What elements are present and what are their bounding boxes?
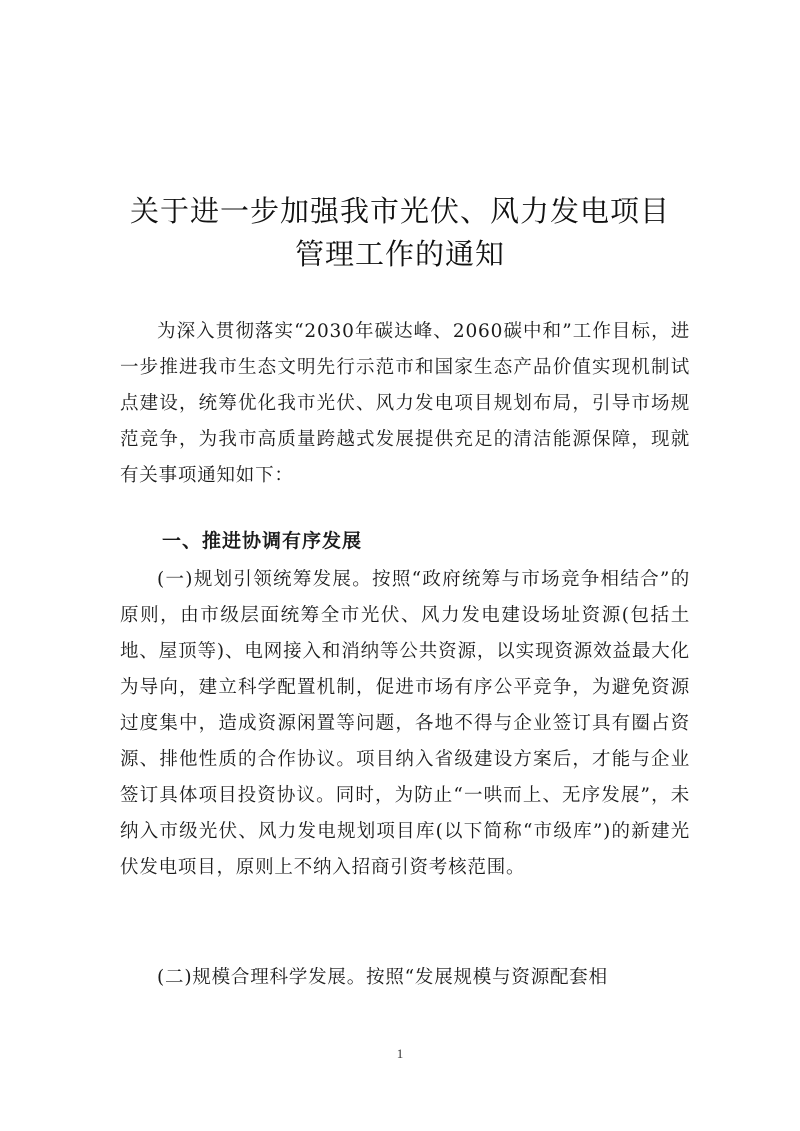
item-1-paragraph: [120, 562, 690, 886]
document-title-line-1: 关于进一步加强我市光伏、风力发电项目: [129, 194, 670, 228]
page-number: 1: [396, 1046, 404, 1061]
document-title-line-2: 管理工作的通知: [294, 237, 505, 271]
section-heading: 一、推进协调有序发展: [162, 530, 363, 552]
intro-paragraph: 为深入贯彻落实“2030年碳达峰、2060碳中和”工作目标，进一步推进我市生态文明先行示范市和国家生态产品价值实现机制试点建设，统筹优化我市光伏、风力发电项目规划布局，引导市场规范竞争，为我市高质量跨越式发展提供充足的清洁能源保障，现就有关事项通知如下：: [120, 321, 690, 486]
item-1-text: 按照“政府统筹与市场竞争相结合”的原则，由市级层面统筹全市光伏、风力发电建设场址资源(包括土地、屋顶等)、电网接入和消纳等公共资源，以实现资源效益最大化为导向，建立科学配置机制，促进市场有序公平竞争，为避免资源过度集中，造成资源闲置等问题，各地不得与企业签订具有圈占资源、排他性质的合作协议。项目纳入省级建设方案后，才能与企业签订具体项目投资协议。同时，为防止“一哄而上、无序发展”，未纳入市级光伏、风力发电规划项目库(以下简称“市级库”)的新建光伏发电项目，原则上不纳入招商引资考核范围。: [120, 569, 690, 878]
item-2-paragraph: [120, 960, 690, 996]
item-2-lead: (二)规模合理科学发展。: [157, 967, 367, 988]
item-1-lead: (一)规划引领统筹发展。: [157, 569, 373, 590]
item-2-text: 按照“发展规模与资源配套相: [366, 967, 608, 988]
